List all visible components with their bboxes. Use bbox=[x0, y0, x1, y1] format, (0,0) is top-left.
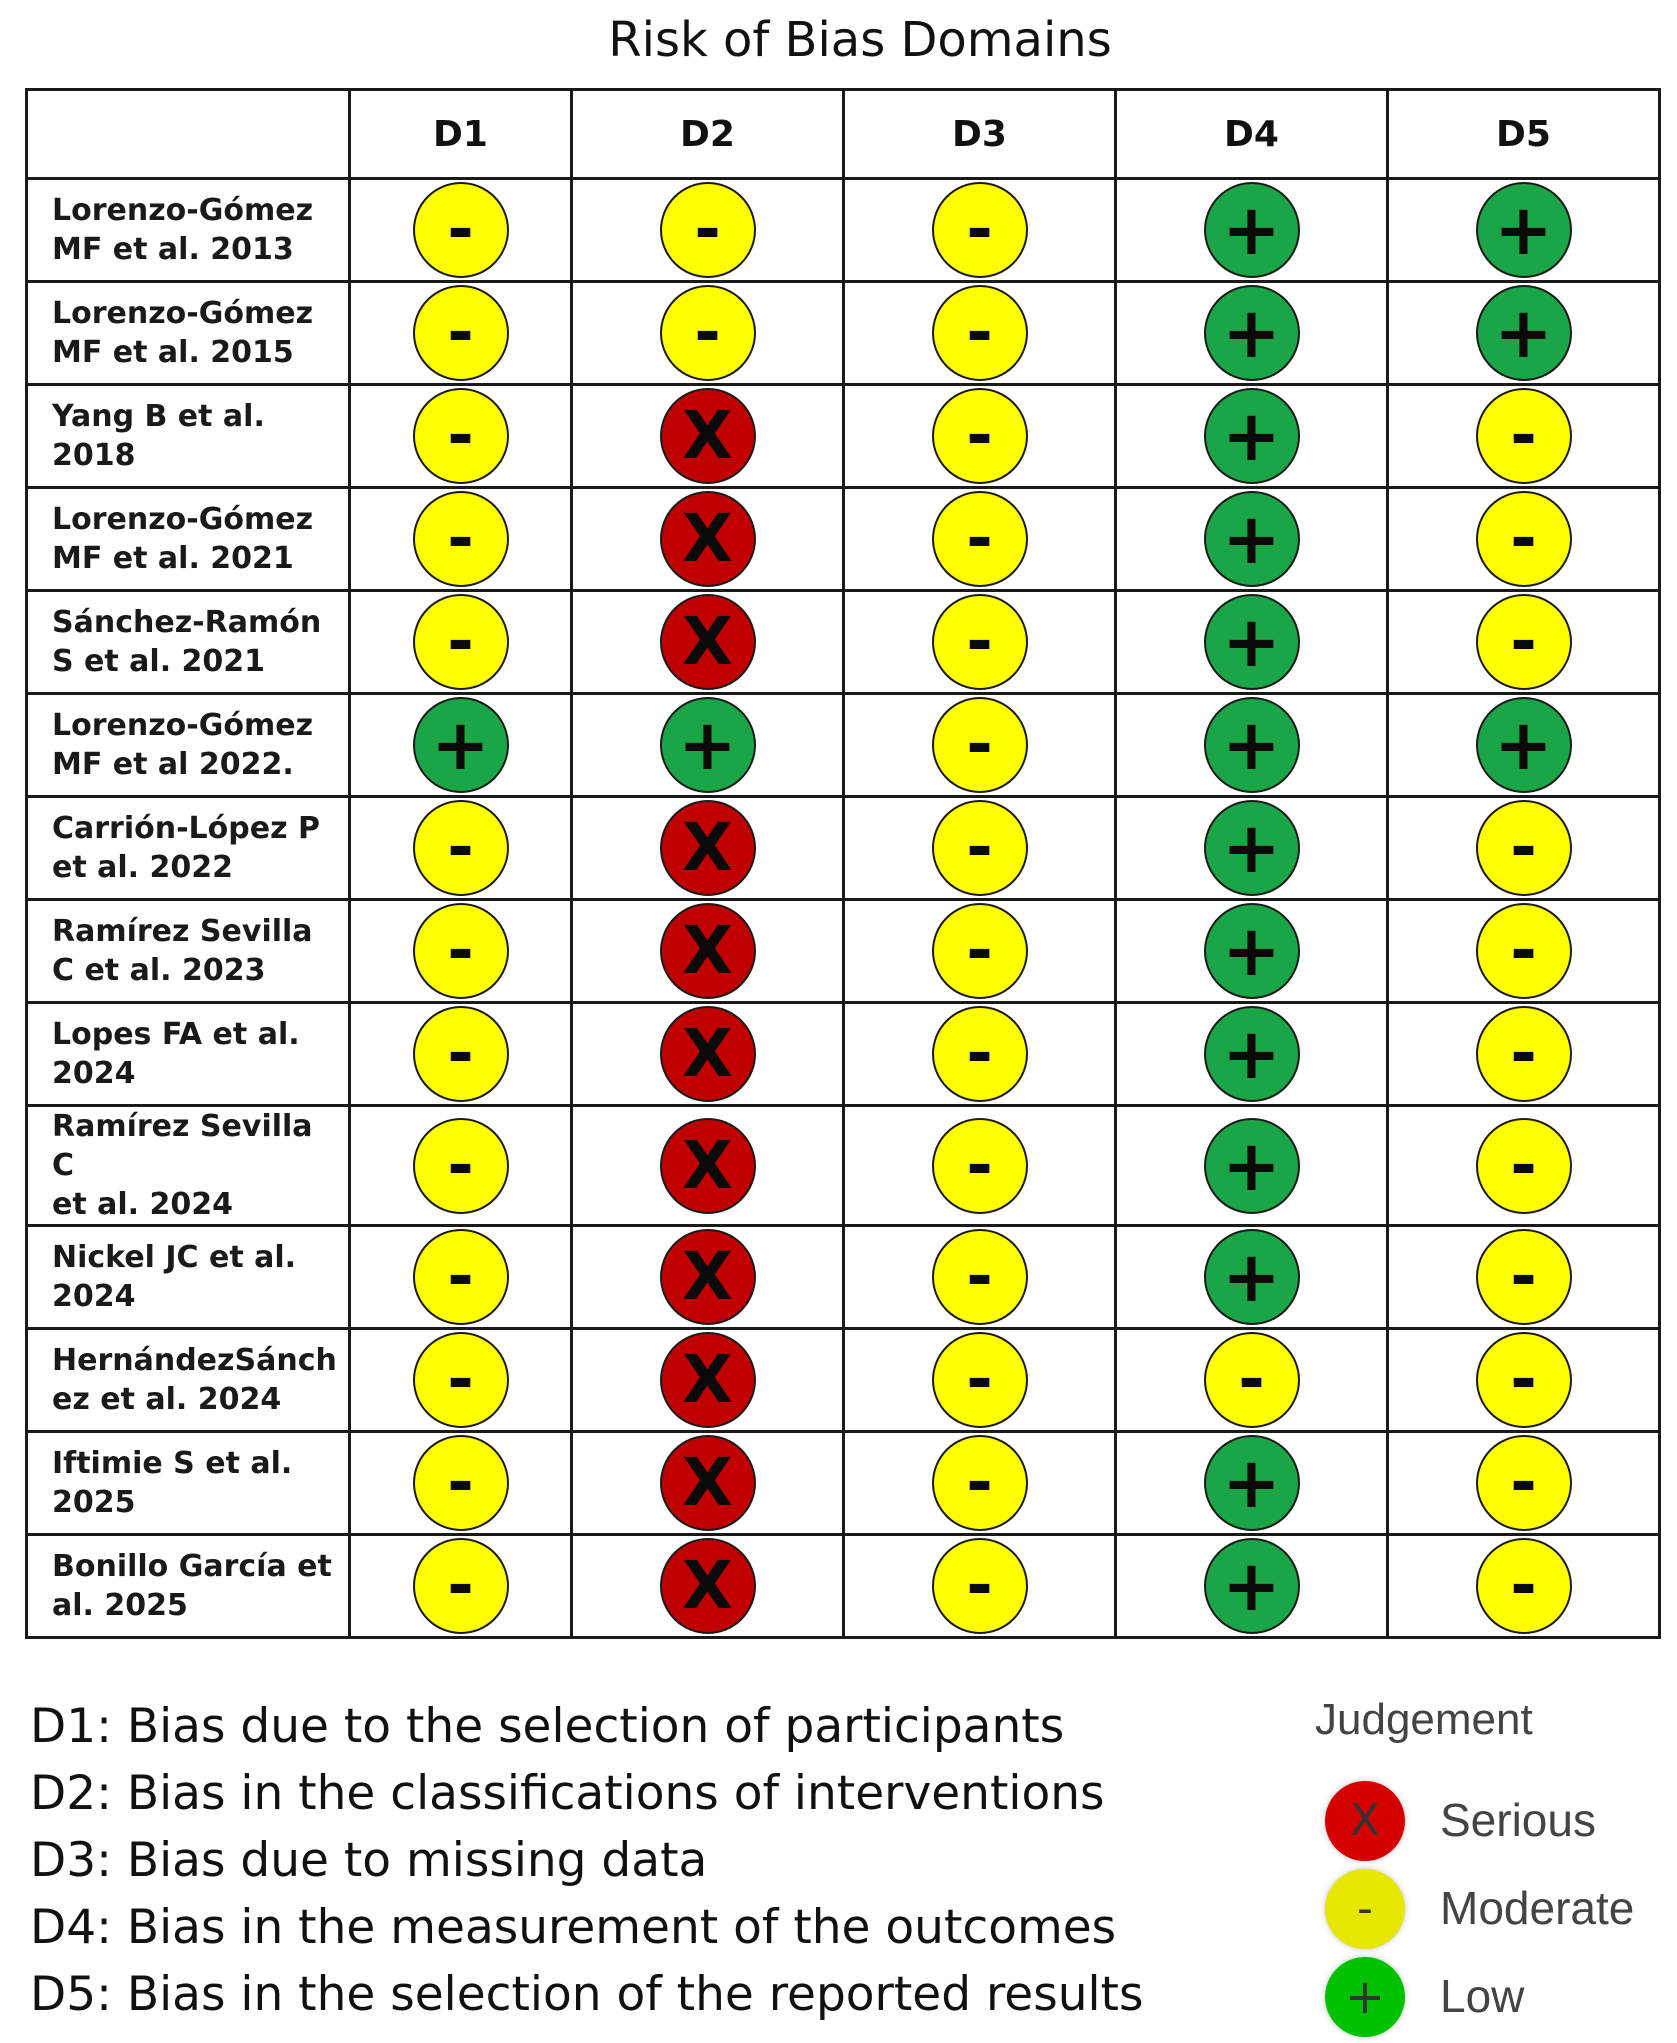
legend-item-serious bbox=[1325, 1781, 1675, 1861]
judgement-cell-d1 bbox=[350, 1106, 572, 1226]
judgement-symbol: + bbox=[1222, 292, 1281, 374]
judgement-cell-d5 bbox=[1388, 385, 1660, 488]
judgement-cell-d5 bbox=[1388, 282, 1660, 385]
judgement-symbol: - bbox=[447, 1446, 474, 1520]
judgement-symbol: - bbox=[1510, 1343, 1537, 1417]
study-label bbox=[27, 1432, 350, 1535]
judgement-cell-d1 bbox=[350, 282, 572, 385]
study-label-line: Ramírez Sevilla bbox=[52, 914, 313, 949]
table-row bbox=[27, 488, 1660, 591]
judgement-serious-marker bbox=[660, 1118, 756, 1214]
judgement-cell-d2 bbox=[572, 591, 844, 694]
table-row bbox=[27, 1535, 1660, 1638]
study-label-line: Sánchez-Ramón bbox=[52, 605, 322, 640]
judgement-serious-marker bbox=[660, 1006, 756, 1102]
judgement-low-marker bbox=[1476, 697, 1572, 793]
judgement-symbol: X bbox=[682, 1444, 733, 1521]
judgement-symbol: + bbox=[1222, 704, 1281, 786]
legend-label-serious: Serious bbox=[1440, 1794, 1596, 1846]
judgement-moderate-marker bbox=[932, 388, 1028, 484]
judgement-cell-d3 bbox=[844, 1003, 1116, 1106]
judgement-cell-d5 bbox=[1388, 900, 1660, 1003]
judgement-symbol: - bbox=[447, 914, 474, 988]
judgement-moderate-marker bbox=[413, 182, 509, 278]
judgement-cell-d5 bbox=[1388, 797, 1660, 900]
definition-d3: D3: Bias due to missing data bbox=[30, 1833, 708, 1888]
judgement-cell-d1 bbox=[350, 1432, 572, 1535]
study-label-line: S et al. 2021 bbox=[52, 644, 266, 679]
judgement-symbol: - bbox=[447, 1343, 474, 1417]
definition-d2: D2: Bias in the classifications of interventions bbox=[30, 1766, 1105, 1821]
judgement-moderate-marker bbox=[932, 1332, 1028, 1428]
judgement-cell-d5 bbox=[1388, 1329, 1660, 1432]
judgement-cell-d1 bbox=[350, 179, 572, 282]
judgement-low-marker bbox=[413, 697, 509, 793]
judgement-cell-d4 bbox=[1116, 1432, 1388, 1535]
judgement-moderate-marker bbox=[1204, 1332, 1300, 1428]
judgement-symbol: X bbox=[682, 912, 733, 989]
judgement-symbol: - bbox=[447, 296, 474, 370]
table-row bbox=[27, 385, 1660, 488]
judgement-cell-d5 bbox=[1388, 1535, 1660, 1638]
judgement-symbol: X bbox=[682, 500, 733, 577]
judgement-moderate-marker bbox=[932, 1006, 1028, 1102]
judgement-symbol: + bbox=[1222, 1124, 1281, 1207]
domain-definitions bbox=[30, 1693, 1143, 2028]
judgement-symbol: - bbox=[1510, 1128, 1537, 1203]
judgement-symbol: + bbox=[1222, 1236, 1281, 1318]
judgement-symbol: - bbox=[1510, 1240, 1537, 1314]
study-label bbox=[27, 591, 350, 694]
column-header-d2: D2 bbox=[572, 90, 844, 179]
judgement-symbol: - bbox=[966, 1240, 993, 1314]
judgement-cell-d4 bbox=[1116, 179, 1388, 282]
judgement-symbol: - bbox=[966, 605, 993, 679]
column-header-d1: D1 bbox=[350, 90, 572, 179]
judgement-cell-d4 bbox=[1116, 1003, 1388, 1106]
study-label bbox=[27, 797, 350, 900]
judgement-symbol: - bbox=[966, 811, 993, 885]
judgement-cell-d4 bbox=[1116, 1106, 1388, 1226]
judgement-symbol: - bbox=[447, 1128, 474, 1203]
judgement-cell-d3 bbox=[844, 1329, 1116, 1432]
study-label bbox=[27, 385, 350, 488]
judgement-cell-d5 bbox=[1388, 1226, 1660, 1329]
judgement-cell-d1 bbox=[350, 797, 572, 900]
judgement-moderate-marker bbox=[932, 491, 1028, 587]
judgement-moderate-marker bbox=[413, 1435, 509, 1531]
judgement-moderate-marker bbox=[932, 903, 1028, 999]
study-label-line: Nickel JC et al. bbox=[52, 1240, 297, 1275]
judgement-symbol: + bbox=[1222, 910, 1281, 992]
judgement-moderate-marker bbox=[1476, 1538, 1572, 1634]
judgement-symbol: + bbox=[1222, 1442, 1281, 1524]
judgement-cell-d3 bbox=[844, 282, 1116, 385]
table-row bbox=[27, 900, 1660, 1003]
judgement-cell-d1 bbox=[350, 694, 572, 797]
judgement-moderate-marker bbox=[932, 1538, 1028, 1634]
judgement-moderate-marker bbox=[1476, 1006, 1572, 1102]
judgement-moderate-marker bbox=[413, 388, 509, 484]
study-label-line: Ramírez Sevilla C bbox=[52, 1109, 313, 1183]
judgement-cell-d4 bbox=[1116, 694, 1388, 797]
study-label-line: Lorenzo-Gómez bbox=[52, 502, 314, 537]
judgement-cell-d3 bbox=[844, 488, 1116, 591]
judgement-cell-d4 bbox=[1116, 282, 1388, 385]
judgement-symbol: - bbox=[694, 193, 721, 267]
judgement-symbol: - bbox=[1238, 1343, 1265, 1417]
judgement-cell-d3 bbox=[844, 1432, 1116, 1535]
table-row bbox=[27, 797, 1660, 900]
judgement-serious-marker bbox=[660, 1538, 756, 1634]
judgement-moderate-marker bbox=[413, 491, 509, 587]
legend-swatch-low: + bbox=[1325, 1957, 1405, 2037]
study-label-line: HernándezSánch bbox=[52, 1343, 337, 1378]
judgement-cell-d2 bbox=[572, 385, 844, 488]
judgement-cell-d1 bbox=[350, 900, 572, 1003]
judgement-moderate-marker bbox=[413, 594, 509, 690]
judgement-symbol: + bbox=[1222, 807, 1281, 889]
judgement-symbol: - bbox=[1510, 1446, 1537, 1520]
judgement-moderate-marker bbox=[932, 285, 1028, 381]
judgement-cell-d4 bbox=[1116, 900, 1388, 1003]
header-row bbox=[27, 90, 1660, 179]
judgement-cell-d3 bbox=[844, 385, 1116, 488]
study-label-line: Yang B et al. bbox=[52, 399, 265, 434]
judgement-symbol: + bbox=[431, 704, 490, 786]
judgement-cell-d4 bbox=[1116, 797, 1388, 900]
judgement-cell-d4 bbox=[1116, 1535, 1388, 1638]
judgement-low-marker bbox=[1204, 800, 1300, 896]
judgement-cell-d5 bbox=[1388, 1106, 1660, 1226]
judgement-cell-d2 bbox=[572, 282, 844, 385]
corner-cell bbox=[27, 90, 350, 179]
judgement-moderate-marker bbox=[1476, 491, 1572, 587]
judgement-cell-d4 bbox=[1116, 385, 1388, 488]
judgement-moderate-marker bbox=[413, 1006, 509, 1102]
study-label-line: Carrión-López P bbox=[52, 811, 320, 846]
judgement-moderate-marker bbox=[1476, 1229, 1572, 1325]
judgement-cell-d1 bbox=[350, 1226, 572, 1329]
legend-label-low: Low bbox=[1440, 1970, 1525, 2022]
judgement-symbol: - bbox=[966, 1017, 993, 1091]
judgement-moderate-marker bbox=[1476, 903, 1572, 999]
judgement-symbol: X bbox=[682, 809, 733, 886]
judgement-cell-d1 bbox=[350, 488, 572, 591]
judgement-cell-d5 bbox=[1388, 694, 1660, 797]
study-label-line: et al. 2024 bbox=[52, 1187, 233, 1222]
judgement-symbol: - bbox=[447, 193, 474, 267]
table-row bbox=[27, 1106, 1660, 1226]
legend-title: Judgement bbox=[1315, 1695, 1533, 1744]
chart-title: Risk of Bias Domains bbox=[608, 12, 1112, 68]
judgement-moderate-marker bbox=[932, 800, 1028, 896]
judgement-cell-d1 bbox=[350, 385, 572, 488]
judgement-cell-d3 bbox=[844, 1106, 1116, 1226]
judgement-symbol: X bbox=[682, 603, 733, 680]
judgement-symbol: - bbox=[1510, 1017, 1537, 1091]
study-label-line: 2024 bbox=[52, 1279, 136, 1314]
study-label bbox=[27, 1329, 350, 1432]
judgement-symbol: - bbox=[966, 708, 993, 782]
judgement-cell-d3 bbox=[844, 797, 1116, 900]
judgement-symbol: - bbox=[966, 1128, 993, 1203]
judgement-cell-d3 bbox=[844, 694, 1116, 797]
risk-of-bias-table bbox=[25, 88, 1661, 1639]
judgement-symbol: - bbox=[1510, 1549, 1537, 1623]
study-label-line: Lopes FA et al. bbox=[52, 1017, 300, 1052]
judgement-serious-marker bbox=[660, 800, 756, 896]
judgement-cell-d3 bbox=[844, 1535, 1116, 1638]
legend-item-low bbox=[1325, 1957, 1675, 2037]
judgement-cell-d2 bbox=[572, 1226, 844, 1329]
judgement-symbol: - bbox=[1510, 502, 1537, 576]
judgement-low-marker bbox=[660, 697, 756, 793]
judgement-symbol: X bbox=[682, 1341, 733, 1418]
judgement-serious-marker bbox=[660, 594, 756, 690]
judgement-serious-marker bbox=[660, 491, 756, 587]
study-label bbox=[27, 1106, 350, 1226]
judgement-symbol: - bbox=[447, 605, 474, 679]
judgement-symbol: - bbox=[1510, 605, 1537, 679]
judgement-low-marker bbox=[1476, 285, 1572, 381]
study-label-line: ez et al. 2024 bbox=[52, 1382, 282, 1417]
judgement-symbol: - bbox=[966, 1446, 993, 1520]
study-label bbox=[27, 1003, 350, 1106]
judgement-low-marker bbox=[1204, 697, 1300, 793]
judgement-moderate-marker bbox=[660, 182, 756, 278]
judgement-serious-marker bbox=[660, 1229, 756, 1325]
judgement-moderate-marker bbox=[413, 1538, 509, 1634]
judgement-cell-d3 bbox=[844, 900, 1116, 1003]
judgement-moderate-marker bbox=[1476, 1118, 1572, 1214]
definition-d4: D4: Bias in the measurement of the outcomes bbox=[30, 1900, 1117, 1955]
table-row bbox=[27, 1226, 1660, 1329]
judgement-low-marker bbox=[1204, 1435, 1300, 1531]
judgement-symbol: - bbox=[447, 1549, 474, 1623]
judgement-symbol: - bbox=[1510, 914, 1537, 988]
judgement-serious-marker bbox=[660, 903, 756, 999]
judgement-symbol: - bbox=[966, 502, 993, 576]
judgement-low-marker bbox=[1204, 182, 1300, 278]
judgement-cell-d3 bbox=[844, 591, 1116, 694]
judgement-moderate-marker bbox=[413, 1118, 509, 1214]
study-label-line: Bonillo García et bbox=[52, 1549, 332, 1584]
judgement-symbol: - bbox=[966, 296, 993, 370]
judgement-symbol: - bbox=[447, 399, 474, 473]
study-label-line: 2025 bbox=[52, 1485, 136, 1520]
judgement-low-marker bbox=[1204, 491, 1300, 587]
judgement-serious-marker bbox=[660, 1332, 756, 1428]
study-label bbox=[27, 1226, 350, 1329]
table-row bbox=[27, 1003, 1660, 1106]
judgement-cell-d5 bbox=[1388, 488, 1660, 591]
study-label-line: MF et al. 2015 bbox=[52, 335, 294, 370]
judgement-symbol: X bbox=[682, 1015, 733, 1092]
judgement-cell-d1 bbox=[350, 591, 572, 694]
judgement-moderate-marker bbox=[932, 1118, 1028, 1214]
table-row bbox=[27, 591, 1660, 694]
judgement-symbol: + bbox=[1494, 189, 1553, 271]
table-row bbox=[27, 179, 1660, 282]
judgement-symbol: X bbox=[682, 1126, 733, 1204]
study-label-line: MF et al 2022. bbox=[52, 747, 294, 782]
judgement-cell-d2 bbox=[572, 694, 844, 797]
legend bbox=[1315, 1693, 1675, 2025]
judgement-low-marker bbox=[1204, 1006, 1300, 1102]
judgement-moderate-marker bbox=[1476, 388, 1572, 484]
judgement-serious-marker bbox=[660, 388, 756, 484]
judgement-low-marker bbox=[1204, 285, 1300, 381]
definition-d1: D1: Bias due to the selection of participants bbox=[30, 1699, 1065, 1754]
column-header-d3: D3 bbox=[844, 90, 1116, 179]
judgement-cell-d1 bbox=[350, 1003, 572, 1106]
judgement-symbol: + bbox=[1222, 395, 1281, 477]
judgement-low-marker bbox=[1204, 1538, 1300, 1634]
judgement-symbol: X bbox=[682, 1238, 733, 1315]
judgement-moderate-marker bbox=[1476, 1332, 1572, 1428]
judgement-cell-d5 bbox=[1388, 1003, 1660, 1106]
judgement-moderate-marker bbox=[413, 903, 509, 999]
study-label-line: al. 2025 bbox=[52, 1588, 188, 1623]
judgement-moderate-marker bbox=[932, 594, 1028, 690]
definition-d5: D5: Bias in the selection of the reported results bbox=[30, 1967, 1144, 2022]
judgement-cell-d3 bbox=[844, 1226, 1116, 1329]
judgement-cell-d5 bbox=[1388, 179, 1660, 282]
judgement-cell-d4 bbox=[1116, 591, 1388, 694]
judgement-low-marker bbox=[1204, 903, 1300, 999]
table-row bbox=[27, 1432, 1660, 1535]
study-label bbox=[27, 488, 350, 591]
judgement-low-marker bbox=[1476, 182, 1572, 278]
table-row bbox=[27, 282, 1660, 385]
judgement-cell-d5 bbox=[1388, 591, 1660, 694]
judgement-moderate-marker bbox=[413, 800, 509, 896]
judgement-symbol: + bbox=[1222, 601, 1281, 683]
judgement-moderate-marker bbox=[1476, 594, 1572, 690]
judgement-moderate-marker bbox=[1476, 1435, 1572, 1531]
judgement-moderate-marker bbox=[413, 285, 509, 381]
judgement-symbol: + bbox=[1222, 498, 1281, 580]
judgement-cell-d5 bbox=[1388, 1432, 1660, 1535]
judgement-symbol: + bbox=[1222, 189, 1281, 271]
judgement-cell-d4 bbox=[1116, 1329, 1388, 1432]
judgement-symbol: - bbox=[447, 502, 474, 576]
judgement-low-marker bbox=[1204, 1229, 1300, 1325]
judgement-moderate-marker bbox=[660, 285, 756, 381]
judgement-cell-d2 bbox=[572, 179, 844, 282]
judgement-low-marker bbox=[1204, 594, 1300, 690]
judgement-symbol: X bbox=[682, 1547, 733, 1624]
study-label-line: Lorenzo-Gómez bbox=[52, 708, 314, 743]
study-label-line: Iftimie S et al. bbox=[52, 1446, 293, 1481]
judgement-serious-marker bbox=[660, 1435, 756, 1531]
judgement-cell-d2 bbox=[572, 1329, 844, 1432]
table-row bbox=[27, 694, 1660, 797]
judgement-symbol: + bbox=[1222, 1545, 1281, 1627]
judgement-symbol: - bbox=[966, 193, 993, 267]
judgement-symbol: + bbox=[1222, 1013, 1281, 1095]
column-header-d5: D5 bbox=[1388, 90, 1660, 179]
study-label bbox=[27, 1535, 350, 1638]
judgement-moderate-marker bbox=[932, 1435, 1028, 1531]
judgement-symbol: + bbox=[1494, 704, 1553, 786]
study-label bbox=[27, 900, 350, 1003]
study-label-line: et al. 2022 bbox=[52, 850, 233, 885]
judgement-moderate-marker bbox=[932, 182, 1028, 278]
judgement-cell-d4 bbox=[1116, 1226, 1388, 1329]
judgement-cell-d2 bbox=[572, 900, 844, 1003]
judgement-symbol: - bbox=[447, 811, 474, 885]
judgement-symbol: - bbox=[966, 399, 993, 473]
judgement-moderate-marker bbox=[413, 1332, 509, 1428]
judgement-cell-d2 bbox=[572, 1003, 844, 1106]
column-header-d4: D4 bbox=[1116, 90, 1388, 179]
study-label bbox=[27, 282, 350, 385]
judgement-moderate-marker bbox=[932, 697, 1028, 793]
judgement-cell-d4 bbox=[1116, 488, 1388, 591]
judgement-cell-d2 bbox=[572, 1535, 844, 1638]
judgement-moderate-marker bbox=[1476, 800, 1572, 896]
study-label bbox=[27, 694, 350, 797]
study-label-line: 2018 bbox=[52, 438, 136, 473]
judgement-cell-d2 bbox=[572, 1106, 844, 1226]
judgement-symbol: - bbox=[1510, 399, 1537, 473]
judgement-symbol: X bbox=[682, 397, 733, 474]
judgement-symbol: - bbox=[447, 1017, 474, 1091]
judgement-symbol: + bbox=[1494, 292, 1553, 374]
judgement-cell-d1 bbox=[350, 1535, 572, 1638]
judgement-cell-d2 bbox=[572, 797, 844, 900]
judgement-low-marker bbox=[1204, 388, 1300, 484]
study-label-line: MF et al. 2013 bbox=[52, 232, 294, 267]
study-label-line: Lorenzo-Gómez bbox=[52, 193, 314, 228]
judgement-cell-d1 bbox=[350, 1329, 572, 1432]
judgement-cell-d3 bbox=[844, 179, 1116, 282]
judgement-symbol: - bbox=[447, 1240, 474, 1314]
legend-label-moderate: Moderate bbox=[1440, 1882, 1635, 1934]
judgement-symbol: - bbox=[966, 914, 993, 988]
judgement-moderate-marker bbox=[932, 1229, 1028, 1325]
legend-swatch-moderate: - bbox=[1325, 1869, 1405, 1949]
judgement-symbol: - bbox=[966, 1549, 993, 1623]
judgement-symbol: - bbox=[694, 296, 721, 370]
legend-item-moderate bbox=[1325, 1869, 1675, 1949]
judgement-symbol: - bbox=[966, 1343, 993, 1417]
judgement-symbol: + bbox=[678, 704, 737, 786]
judgement-symbol: - bbox=[1510, 811, 1537, 885]
study-label-line: C et al. 2023 bbox=[52, 953, 266, 988]
study-label-line: Lorenzo-Gómez bbox=[52, 296, 314, 331]
judgement-cell-d2 bbox=[572, 488, 844, 591]
judgement-low-marker bbox=[1204, 1118, 1300, 1214]
table-body bbox=[27, 179, 1660, 1638]
legend-swatch-serious: X bbox=[1325, 1781, 1405, 1861]
judgement-moderate-marker bbox=[413, 1229, 509, 1325]
study-label bbox=[27, 179, 350, 282]
table-row bbox=[27, 1329, 1660, 1432]
judgement-cell-d2 bbox=[572, 1432, 844, 1535]
study-label-line: 2024 bbox=[52, 1056, 136, 1091]
study-label-line: MF et al. 2021 bbox=[52, 541, 294, 576]
